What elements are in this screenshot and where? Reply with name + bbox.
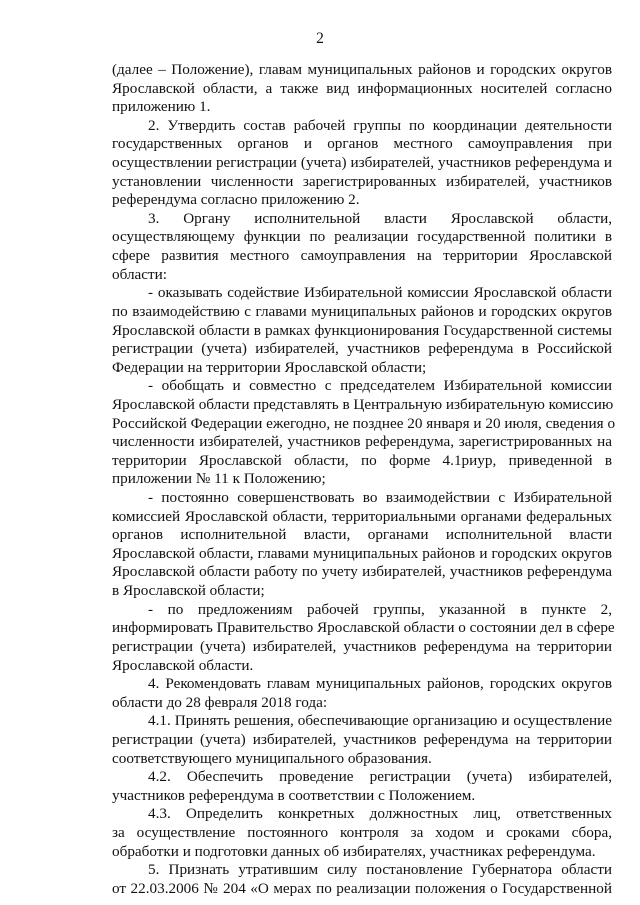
text-line: 3. Органу исполнительной власти Ярославской области,	[148, 209, 612, 227]
text-line: 2. Утвердить состав рабочей группы по координации деятельности	[148, 116, 612, 134]
text-line: осуществлении регистрации (учета) избирателей, участников референдума и	[112, 154, 612, 172]
text-line: Ярославской области в рамках функционирования Государственной системы	[112, 321, 612, 339]
text-line: регистрации (учета) избирателей, участников референдума на территории	[112, 637, 612, 655]
text-line: 5. Признать утратившим силу постановление Губернатора области	[148, 861, 612, 879]
text-line: - по предложениям рабочей группы, указанной в пункте 2,	[148, 600, 612, 618]
text-line: Ярославской области работу по учету избирателей, участников референдума	[112, 563, 612, 581]
text-line: регистрации (учета) избирателей, участников референдума на территории	[112, 730, 612, 748]
text-line: Федерации на территории Ярославской области;	[112, 358, 427, 376]
text-line: - оказывать содействие Избирательной комиссии Ярославской области	[148, 284, 612, 302]
text-line: информировать Правительство Ярославской области о состоянии дел в сфере	[112, 619, 615, 637]
text-line: приложении № 11 к Положению;	[112, 470, 326, 488]
text-line: референдума согласно приложению 2.	[112, 191, 360, 209]
text-line: органов исполнительной власти, органами исполнительной власти	[112, 526, 612, 544]
document-body	[112, 61, 616, 898]
text-line: сфере развития местного самоуправления на территории Ярославской	[112, 247, 612, 265]
text-line: обработки и подготовки данных об избирателях, участниках референдума.	[112, 842, 596, 860]
text-line: 4.2. Обеспечить проведение регистрации (учета) избирателей,	[148, 768, 612, 786]
page-number: 2	[316, 30, 324, 47]
text-line: приложению 1.	[112, 98, 211, 116]
text-line: Ярославской области, главами муниципальных районов и городских округов	[112, 544, 612, 562]
text-line: Ярославской области.	[112, 656, 254, 674]
text-line: регистрации (учета) избирателей, участников референдума в Российской	[112, 340, 612, 358]
text-line: - постоянно совершенствовать во взаимодействии с Избирательной	[148, 489, 612, 507]
text-line: Ярославской области представлять в Центральную избирательную комиссию	[112, 395, 614, 413]
text-line: 4.1. Принять решения, обеспечивающие организацию и осуществление	[148, 712, 612, 730]
text-line: за осуществление постоянного контроля за ходом и сроками сбора,	[112, 823, 612, 841]
text-line: 4. Рекомендовать главам муниципальных районов, городских округов	[148, 675, 612, 693]
text-line: численности избирателей, участников референдума, зарегистрированных на	[112, 433, 612, 451]
text-line: Российской Федерации ежегодно, не позднее 20 января и 20 июля, сведения о	[112, 414, 616, 432]
text-line: территории Ярославской области, по форме 4.1риур, приведенной в	[112, 451, 612, 469]
text-line: от 22.03.2006 № 204 «О мерах по реализации положения о Государственной	[112, 879, 612, 897]
text-line: комиссией Ярославской области, территориальными органами федеральных	[112, 507, 612, 525]
text-line: осуществляющему функции по реализации государственной политики в	[112, 228, 612, 246]
text-line: - обобщать и совместно с председателем Избирательной комиссии	[148, 377, 612, 395]
text-line: установлении численности зарегистрированных избирателей, участников	[112, 172, 612, 190]
text-line: соответствующего муниципального образования.	[112, 749, 432, 767]
text-line: (далее – Положение), главам муниципальных районов и городских округов	[112, 61, 612, 78]
text-line: участников референдума в соответствии с Положением.	[112, 786, 476, 804]
text-line: по взаимодействию с главами муниципальных районов и городских округов	[112, 302, 612, 320]
text-line: 4.3. Определить конкретных должностных лиц, ответственных	[148, 805, 612, 823]
text-line: в Ярославской области;	[112, 582, 265, 600]
text-line: Ярославской области, а также вид информационных носителей согласно	[112, 79, 612, 97]
text-line: государственных органов и органов местного самоуправления при	[112, 135, 612, 153]
text-line: области:	[112, 265, 167, 283]
text-line: области до 28 февраля 2018 года:	[112, 693, 328, 711]
